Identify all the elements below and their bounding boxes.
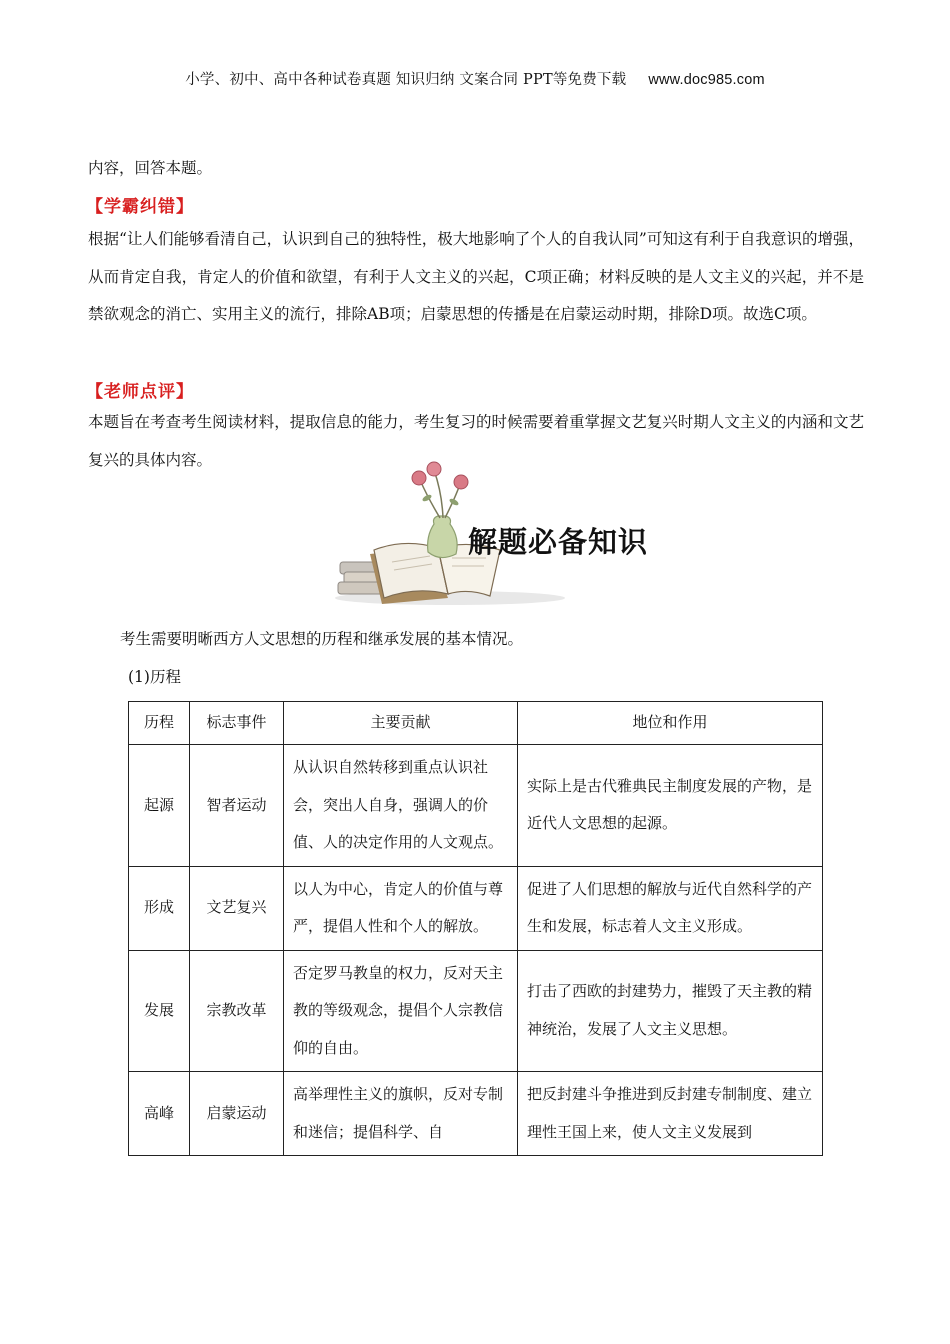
table-row — [129, 1072, 823, 1156]
humanism-history-table — [128, 701, 823, 1156]
table-cell: 打击了西欧的封建势力，摧毁了天主教的精神统治，发展了人文主义思想。 — [518, 950, 823, 1072]
header-cell: 标志事件 — [190, 702, 284, 745]
table-cell: 否定罗马教皇的权力，反对天主教的等级观念，提倡个人宗教信仰的自由。 — [284, 950, 518, 1072]
header-cell: 地位和作用 — [518, 702, 823, 745]
table-row — [129, 866, 823, 950]
table-cell: 从认识自然转移到重点认识社会，突出人自身，强调人的价值、人的决定作用的人文观点。 — [284, 745, 518, 867]
table-cell: 启蒙运动 — [190, 1072, 284, 1156]
header-text: 小学、初中、高中各种试卷真题 知识归纳 文案合同 PPT等免费下载 — [185, 72, 627, 88]
table-cell: 实际上是古代雅典民主制度发展的产物，是近代人文思想的起源。 — [518, 745, 823, 867]
subheading-history: (1)历程 — [128, 668, 181, 686]
section-heading-teacher-comment: 【老师点评】 — [86, 382, 194, 402]
table-cell: 智者运动 — [190, 745, 284, 867]
table-cell: 发展 — [129, 950, 190, 1072]
header-cell: 主要贡献 — [284, 702, 518, 745]
table-row — [129, 950, 823, 1072]
table-row — [129, 745, 823, 867]
table-cell: 促进了人们思想的解放与近代自然科学的产生和发展，标志着人文主义形成。 — [518, 866, 823, 950]
table-header-row — [129, 702, 823, 745]
correction-body: 根据“让人们能够看清自己，认识到自己的独特性，极大地影响了个人的自我认同”可知这有利于自我意识的增强，从而肯定自我，肯定人的价值和欲望，有利于人文主义的兴起，C项正确；材料反映的是人文主义的兴起，并不是禁欲观念的消亡、实用主义的流行，排除AB项；启蒙思想的传播是在启蒙运动时期，排除D项。故选C项。 — [88, 230, 864, 324]
header-site: www.doc985.com — [648, 72, 765, 88]
lead-text: 考生需要明晰西方人文思想的历程和继承发展的基本情况。 — [120, 630, 524, 648]
table-cell: 把反封建斗争推进到反封建专制制度、建立理性王国上来，使人文主义发展到 — [518, 1072, 823, 1156]
table-cell: 以人为中心，肯定人的价值与尊严，提倡人性和个人的解放。 — [284, 866, 518, 950]
table-cell: 形成 — [129, 866, 190, 950]
page-header — [0, 68, 950, 89]
table-cell: 文艺复兴 — [190, 866, 284, 950]
table-cell: 高举理性主义的旗帜，反对专制和迷信；提倡科学、自 — [284, 1072, 518, 1156]
banner-title: 解题必备知识 — [468, 525, 649, 559]
header-cell: 历程 — [129, 702, 190, 745]
table-cell: 高峰 — [129, 1072, 190, 1156]
teacher-comment-body: 本题旨在考查考生阅读材料，提取信息的能力，考生复习的时候需要着重掌握文艺复兴时期人文主义的内涵和文艺复兴的具体内容。 — [88, 413, 864, 469]
intro-line: 内容，回答本题。 — [88, 159, 213, 177]
table-cell: 宗教改革 — [190, 950, 284, 1072]
section-heading-correction: 【学霸纠错】 — [86, 197, 194, 217]
table-cell: 起源 — [129, 745, 190, 867]
